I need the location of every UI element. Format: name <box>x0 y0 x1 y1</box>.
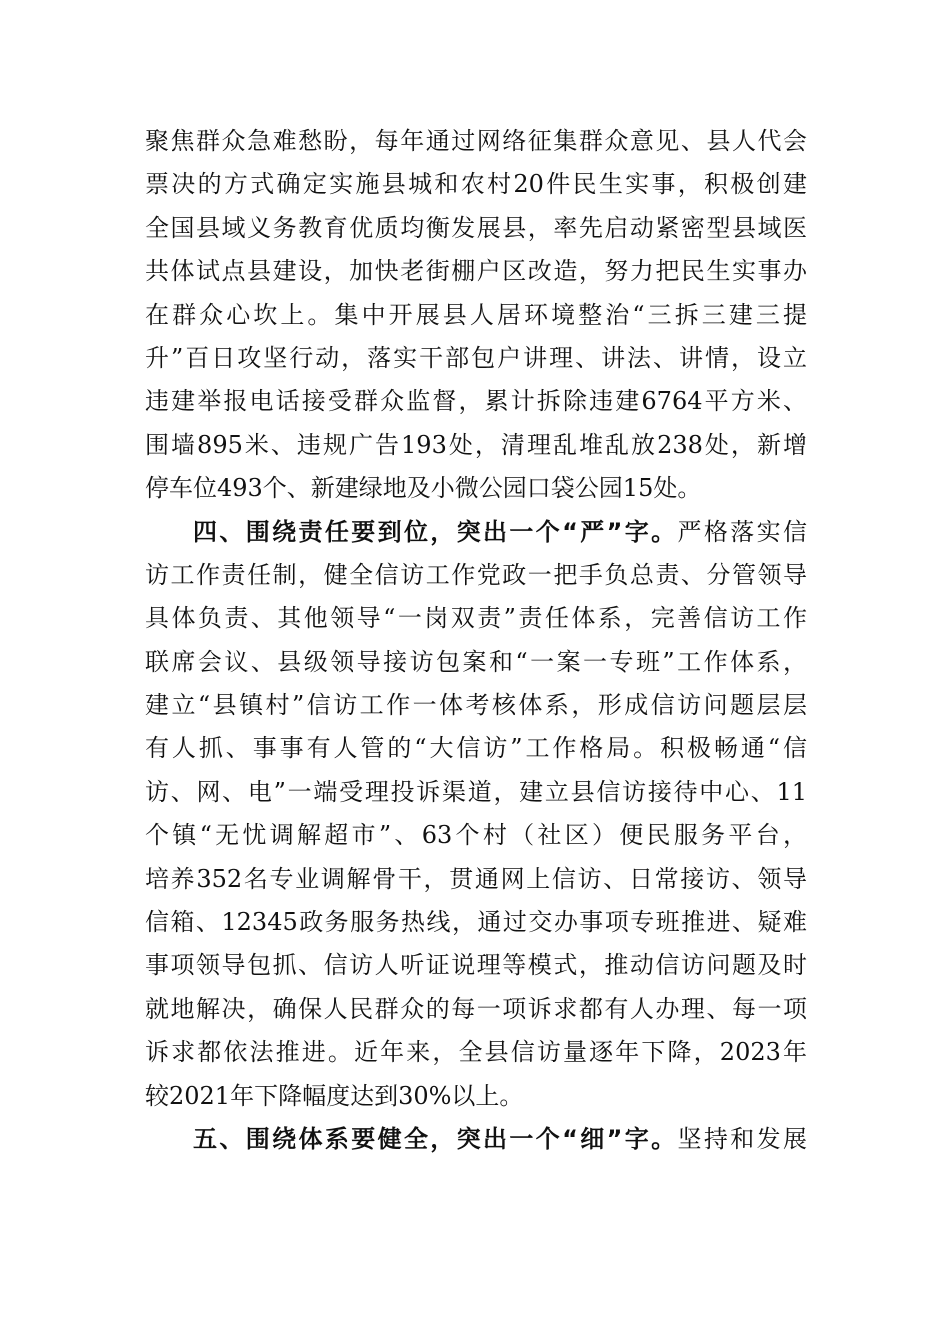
paragraph-line: 共体试点县建设，加快老街棚户区改造，努力把民生实事办 <box>145 257 807 286</box>
paragraph-line: 较2021年下降幅度达到30%以上。 <box>145 1081 524 1110</box>
paragraph-line: 在群众心坎上。集中开展县人居环境整治“三拆三建三提 <box>145 300 807 329</box>
section-4-text-start: 严格落实信 <box>677 517 807 546</box>
paragraph-line: 全国县域义务教育优质均衡发展县，率先启动紧密型县域医 <box>145 213 807 242</box>
paragraph-line: 联席会议、县级领导接访包案和“一案一专班”工作体系， <box>145 647 807 676</box>
paragraph-line: 就地解决，确保人民群众的每一项诉求都有人办理、每一项 <box>145 994 807 1023</box>
paragraph-line: 有人抓、事事有人管的“大信访”工作格局。积极畅通“信 <box>145 734 807 763</box>
paragraph-line: 停车位493个、新建绿地及小微公园口袋公园15处。 <box>145 474 702 503</box>
paragraph-line: 访、网、电”一端受理投诉渠道，建立县信访接待中心、11 <box>145 777 807 806</box>
paragraph-line: 具体负责、其他领导“一岗双责”责任体系，完善信访工作 <box>145 604 807 633</box>
body-text <box>145 120 807 1161</box>
section-4-heading: 四、围绕责任要到位，突出一个“严”字。 <box>193 517 678 546</box>
paragraph-line: 升”百日攻坚行动，落实干部包户讲理、讲法、讲情，设立 <box>145 343 807 372</box>
paragraph-line: 建立“县镇村”信访工作一体考核体系，形成信访问题层层 <box>145 691 807 720</box>
section-5-first-line <box>145 1118 807 1161</box>
paragraph-line: 票决的方式确定实施县城和农村20件民生实事，积极创建 <box>145 170 807 199</box>
paragraph-line: 个镇“无忧调解超市”、63个村（社区）便民服务平台， <box>145 821 807 850</box>
paragraph-line: 围墙895米、违规广告193处，清理乱堆乱放238处，新增 <box>145 430 807 459</box>
section-5-heading: 五、围绕体系要健全，突出一个“细”字。 <box>193 1124 678 1153</box>
paragraph-line: 违建举报电话接受群众监督，累计拆除违建6764平方米、 <box>145 387 807 416</box>
section-4-first-line <box>145 511 807 554</box>
paragraph-line: 培养352名专业调解骨干，贯通网上信访、日常接访、领导 <box>145 864 807 893</box>
paragraph-line: 事项领导包抓、信访人听证说理等模式，推动信访问题及时 <box>145 951 807 980</box>
paragraph-line: 访工作责任制，健全信访工作党政一把手负总责、分管领导 <box>145 560 807 589</box>
paragraph-line: 诉求都依法推进。近年来，全县信访量逐年下降，2023年 <box>145 1038 807 1067</box>
paragraph-line: 信箱、12345政务服务热线，通过交办事项专班推进、疑难 <box>145 908 807 937</box>
paragraph-line: 聚焦群众急难愁盼，每年通过网络征集群众意见、县人代会 <box>145 127 807 155</box>
section-5-text-start: 坚持和发展 <box>677 1124 807 1153</box>
